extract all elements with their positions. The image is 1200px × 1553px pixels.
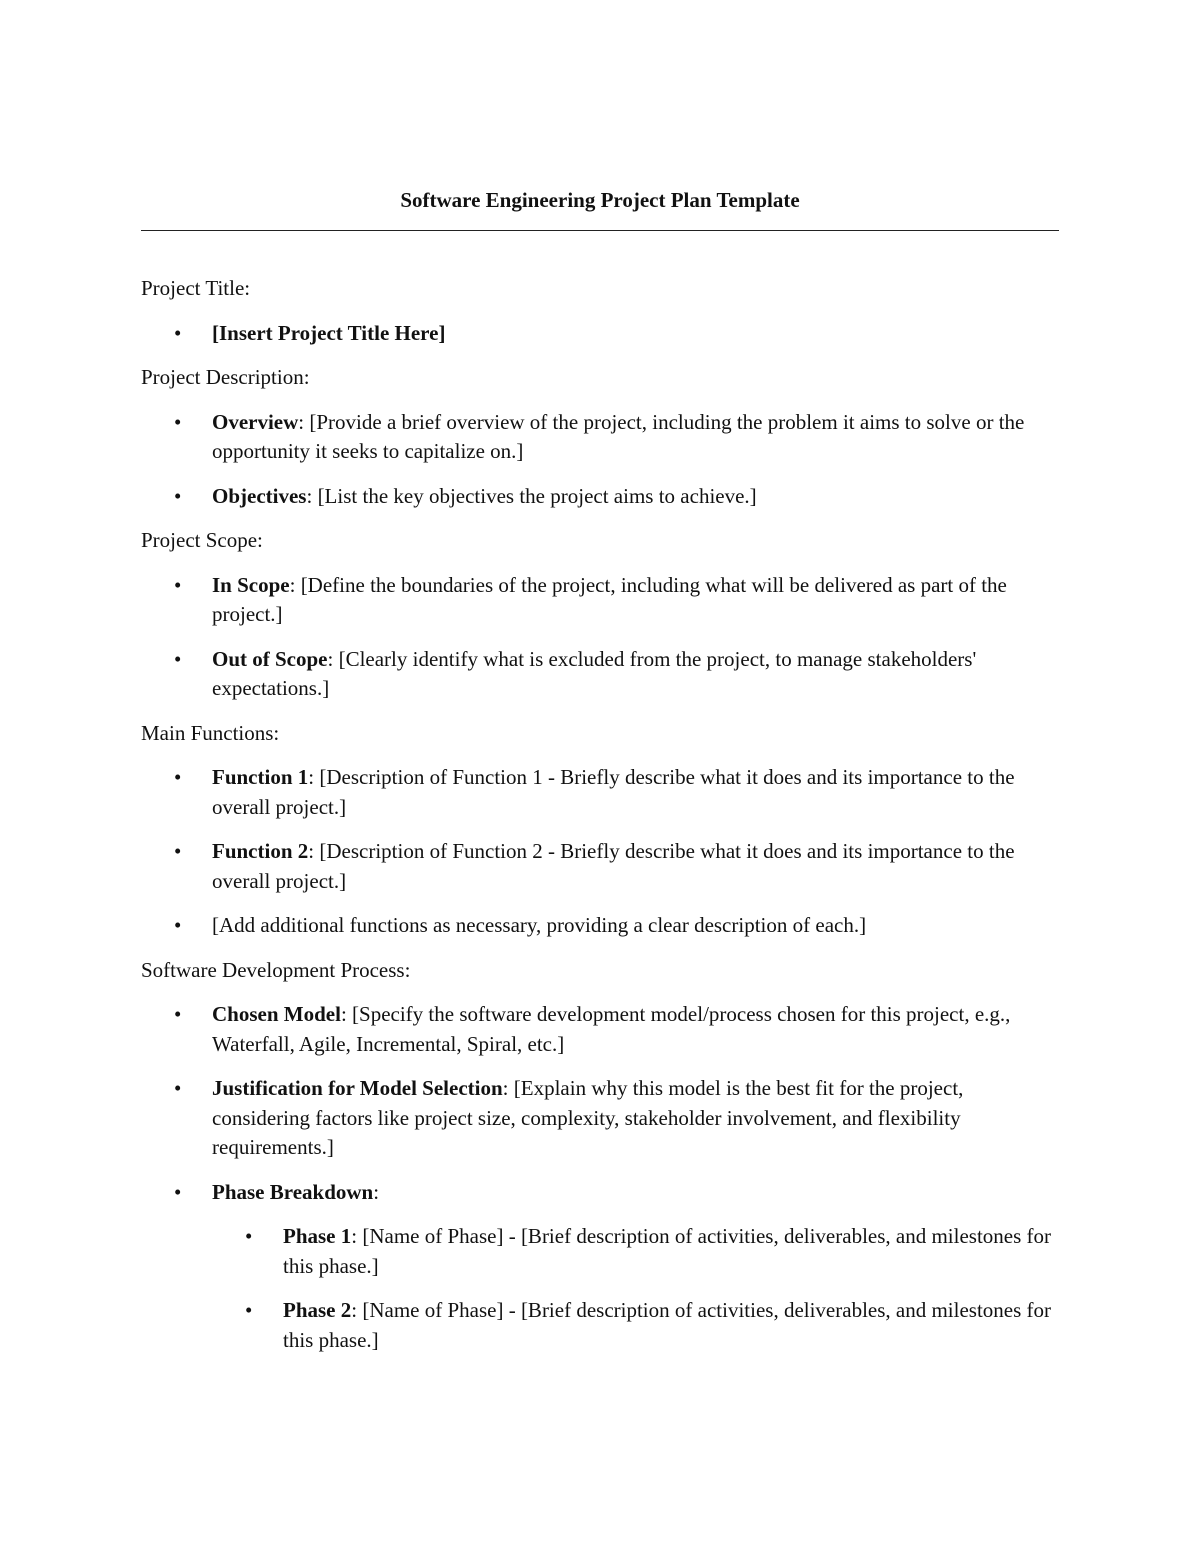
item-term: Overview xyxy=(212,409,299,434)
bullet-icon: • xyxy=(174,1076,182,1100)
item-text: [Add additional functions as necessary, providing a clear description of each.] xyxy=(212,913,867,937)
project-title-placeholder: [Insert Project Title Here] xyxy=(212,320,446,345)
software-development-process-list xyxy=(141,1000,1059,1355)
list-item xyxy=(141,571,1059,630)
list-item xyxy=(141,482,1059,512)
list-item xyxy=(141,408,1059,467)
section-label-project-description: Project Description: xyxy=(141,365,310,389)
list-item xyxy=(141,1074,1059,1163)
item-text: : [Provide a brief overview of the project, including the problem it aims to solve or the opportunity it seeks to capitalize on.] xyxy=(212,409,1025,463)
bullet-icon: • xyxy=(174,839,182,863)
main-functions-list xyxy=(141,763,1059,941)
project-scope-list xyxy=(141,571,1059,704)
phase-breakdown-list xyxy=(212,1222,1059,1355)
bullet-icon: • xyxy=(174,913,182,937)
list-item xyxy=(141,319,1059,349)
item-text: : [Define the boundaries of the project, including what will be delivered as part of the project.] xyxy=(212,572,1007,626)
item-text: : [Name of Phase] - [Brief description of activities, deliverables, and milestones for this phase.] xyxy=(283,1224,1052,1278)
item-text: : [Clearly identify what is excluded from the project, to manage stakeholders' expectations.] xyxy=(212,646,977,700)
list-item xyxy=(141,1178,1059,1356)
bullet-icon: • xyxy=(174,409,182,434)
bullet-icon: • xyxy=(174,483,182,508)
item-text: : [Description of Function 2 - Briefly describe what it does and its importance to the overall project.] xyxy=(212,839,1015,893)
project-title-list xyxy=(141,319,1059,349)
item-text: : [Name of Phase] - [Brief description of activities, deliverables, and milestones for this phase.] xyxy=(283,1298,1052,1352)
item-term: Justification for Model Selection xyxy=(212,1076,503,1100)
section-label-main-functions: Main Functions: xyxy=(141,720,280,745)
bullet-icon: • xyxy=(174,1179,182,1204)
item-term: Objectives xyxy=(212,483,307,508)
bullet-icon: • xyxy=(174,1002,182,1026)
item-term: Phase Breakdown xyxy=(212,1179,374,1204)
section-label-project-title: Project Title: xyxy=(141,276,251,300)
bullet-icon: • xyxy=(245,1298,253,1322)
list-item xyxy=(212,1296,1059,1355)
item-term: Function 2 xyxy=(212,839,309,863)
list-item xyxy=(212,1222,1059,1281)
list-item xyxy=(141,763,1059,822)
bullet-icon: • xyxy=(174,765,182,789)
list-item xyxy=(141,1000,1059,1059)
bullet-icon: • xyxy=(174,572,182,597)
list-item xyxy=(141,911,1059,941)
bullet-icon: • xyxy=(174,320,182,345)
section-label-software-development-process: Software Development Process: xyxy=(141,957,411,982)
project-description-list xyxy=(141,408,1059,512)
title-divider xyxy=(141,230,1059,231)
document-title: Software Engineering Project Plan Template xyxy=(400,188,800,212)
item-term: In Scope xyxy=(212,572,290,597)
item-text: : xyxy=(373,1179,380,1204)
list-item xyxy=(141,645,1059,704)
bullet-icon: • xyxy=(174,646,182,671)
document-body xyxy=(141,274,1059,1370)
item-text: : [List the key objectives the project aims to achieve.] xyxy=(306,483,757,508)
item-term: Function 1 xyxy=(212,765,309,789)
list-item xyxy=(141,837,1059,896)
item-term: Phase 1 xyxy=(283,1224,352,1248)
item-term: Out of Scope xyxy=(212,646,328,671)
item-text: : [Specify the software development model/process chosen for this project, e.g., Waterfall, Agile, Incremental, Spiral, etc.] xyxy=(212,1002,1011,1056)
item-term: Chosen Model xyxy=(212,1002,341,1026)
section-label-project-scope: Project Scope: xyxy=(141,528,263,552)
bullet-icon: • xyxy=(245,1224,253,1248)
item-term: Phase 2 xyxy=(283,1298,352,1322)
item-text: : [Explain why this model is the best fit for the project, considering factors like project size, complexity, stakeholder involvement, and flexibility requirements.] xyxy=(212,1076,964,1159)
item-text: : [Description of Function 1 - Briefly describe what it does and its importance to the overall project.] xyxy=(212,765,1015,819)
